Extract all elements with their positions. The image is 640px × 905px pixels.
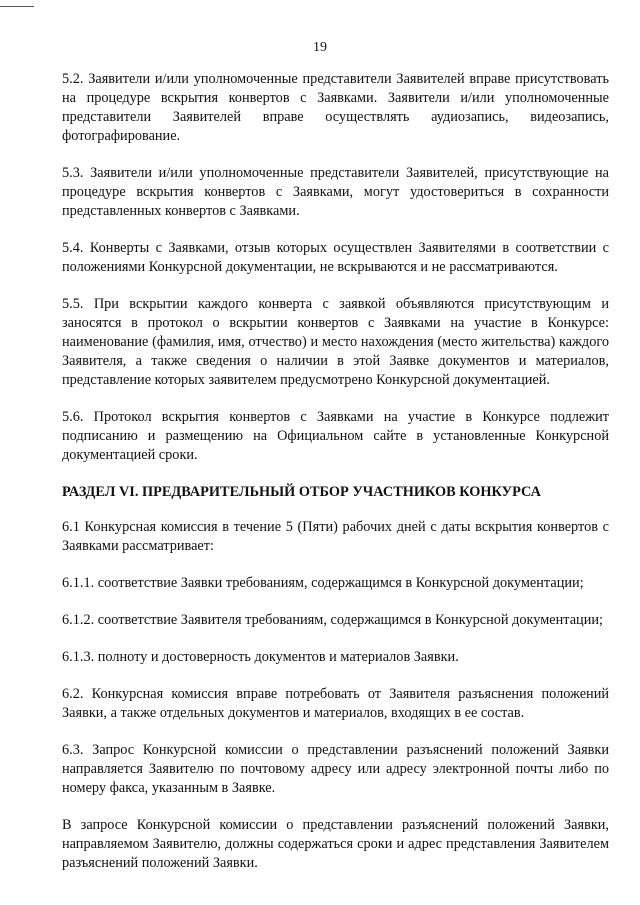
paragraph-6-3: 6.3. Запрос Конкурсной комиссии о представлении разъяснений положений Заявки направляется Заявителю по почтовому адресу или адресу электронной почты либо по номеру факса, указанным в Заявке. [62, 742, 609, 796]
page-number: 19 [313, 40, 327, 55]
paragraph-5-4: 5.4. Конверты с Заявками, отзыв которых осуществлен Заявителями в соответствии с положениями Конкурсной документации, не вскрываются и не рассматриваются. [62, 240, 609, 275]
paragraph-5-6: 5.6. Протокол вскрытия конвертов с Заявками на участие в Конкурсе подлежит подписанию и размещению на Официальном сайте в установленные Конкурсной документацией сроки. [62, 409, 609, 463]
document-body [62, 70, 609, 891]
paragraph-6-1: 6.1 Конкурсная комиссия в течение 5 (Пяти) рабочих дней с даты вскрытия конвертов с Заявками рассматривает: [62, 519, 609, 554]
paragraph-5-2: 5.2. Заявители и/или уполномоченные представители Заявителей вправе присутствовать на процедуре вскрытия конвертов с Заявками. Заявители и/или уполномоченные представители Заявителей вправе осуществлять аудиозапись, видеозапись, фотографирование. [62, 71, 609, 144]
scan-corner-mark [0, 6, 34, 7]
paragraph-6-2: 6.2. Конкурсная комиссия вправе потребовать от Заявителя разъяснения положений Заявки, а также отдельных документов и материалов, входящих в ее состав. [62, 686, 609, 721]
paragraph-final: В запросе Конкурсной комиссии о представлении разъяснений положений Заявки, направляемом Заявителю, должны содержаться сроки и адрес представления Заявителем разъяснений положений Заявки. [62, 817, 609, 871]
section-heading: РАЗДЕЛ VI. ПРЕДВАРИТЕЛЬНЫЙ ОТБОР УЧАСТНИКОВ КОНКУРСА [62, 484, 541, 500]
paragraph-5-3: 5.3. Заявители и/или уполномоченные представители Заявителей, присутствующие на процедуре вскрытия конвертов с Заявками, могут удостовериться в сохранности представленных конвертов с Заявками. [62, 165, 609, 219]
paragraph-6-1-3: 6.1.3. полноту и достоверность документов и материалов Заявки. [62, 649, 459, 665]
paragraph-5-5: 5.5. При вскрытии каждого конверта с заявкой объявляются присутствующим и заносятся в протокол о вскрытии конвертов с Заявками на участие в Конкурсе: наименование (фамилия, имя, отчество) и место нахождения (место жительства) каждого Заявителя, а также сведения о наличии в этой Заявке документов и материалов, представление которых заявителем предусмотрено Конкурсной документацией. [62, 296, 609, 388]
paragraph-6-1-2: 6.1.2. соответствие Заявителя требованиям, содержащимся в Конкурсной документации; [62, 612, 603, 628]
paragraph-6-1-1: 6.1.1. соответствие Заявки требованиям, содержащимся в Конкурсной документации; [62, 575, 584, 591]
